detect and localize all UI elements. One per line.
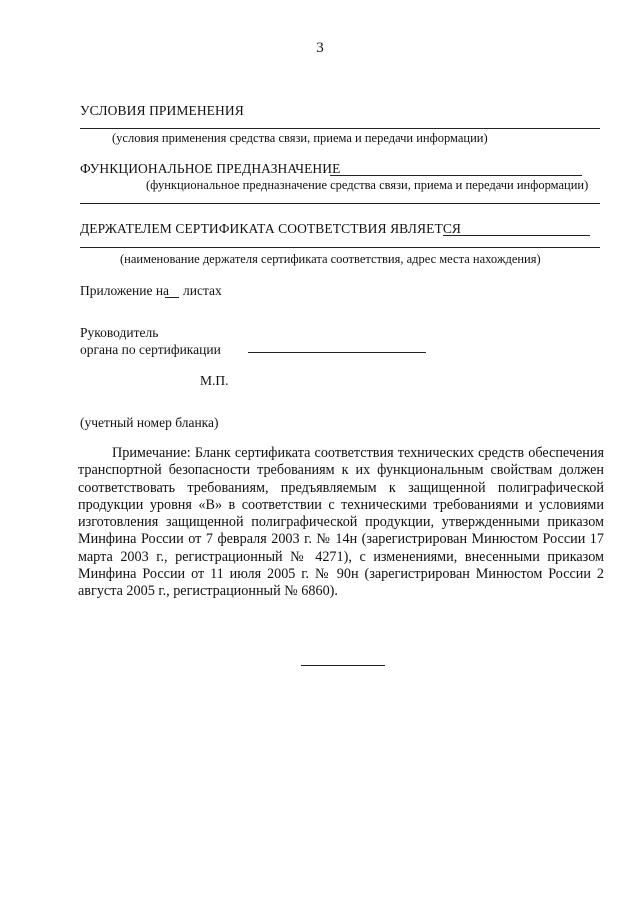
conditions-fill-line xyxy=(80,128,600,129)
purpose-fill-line xyxy=(330,175,582,176)
conditions-label: УСЛОВИЯ ПРИМЕНЕНИЯ xyxy=(80,103,244,118)
purpose-fill-line-2 xyxy=(80,203,600,204)
holder-label: ДЕРЖАТЕЛЕМ СЕРТИФИКАТА СООТВЕТСТВИЯ ЯВЛЯЕТСЯ xyxy=(80,221,462,236)
appendix-prefix: Приложение на xyxy=(80,283,170,298)
appendix-sheet-count-line xyxy=(165,297,179,298)
conditions-caption: (условия применения средства связи, приема и передачи информации) xyxy=(112,131,488,145)
signature-line xyxy=(248,352,426,353)
signatory-title-2: органа по сертификации xyxy=(80,342,221,357)
closing-rule xyxy=(301,665,385,666)
holder-caption: (наименование держателя сертификата соответствия, адрес места нахождения) xyxy=(120,252,541,266)
holder-fill-line xyxy=(443,235,590,236)
page-number: 3 xyxy=(316,40,324,56)
purpose-label: ФУНКЦИОНАЛЬНОЕ ПРЕДНАЗНАЧЕНИЕ xyxy=(80,161,341,176)
holder-fill-line-2 xyxy=(80,247,600,248)
stamp-placeholder: М.П. xyxy=(200,373,229,388)
appendix-suffix: листах xyxy=(183,283,222,298)
purpose-caption: (функциональное предназначение средства связи, приема и передачи информации) xyxy=(146,178,589,192)
form-number-caption: (учетный номер бланка) xyxy=(80,415,219,430)
note-paragraph: Примечание: Бланк сертификата соответствия технических средств обеспечения транспортной безопасности требованиям к их функциональным свойствам должен соответствовать требованиям, предъявляемым к защищенной полиграфической продукции уровня «В» в соответствии с техническими требованиями и условиями изготовления защищенной полиграфической продукции, утвержденными приказом Минфина России от 7 февраля 2003 г. № 14н (зарегистрирован Минюстом России 17 марта 2003 г., регистрационный № 4271), с изменениями, внесенными приказом Минфина России от 11 июля 2005 г. № 90н (зарегистрирован Минюстом России 2 августа 2005 г., регистрационный № 6860). xyxy=(78,445,604,600)
signatory-title-1: Руководитель xyxy=(80,325,159,340)
